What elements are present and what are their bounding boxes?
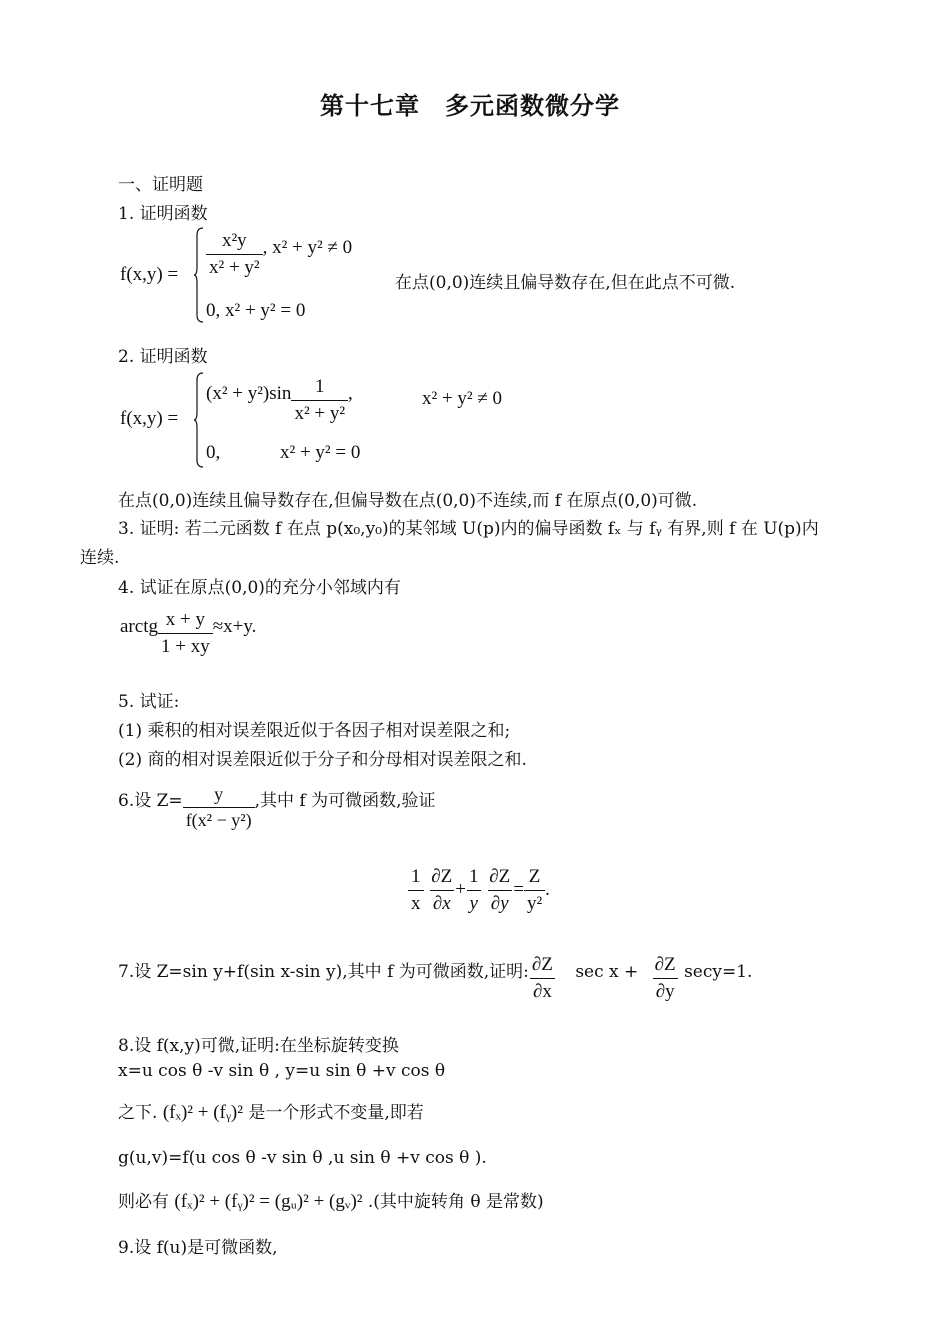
q9-line-1: 9.设 f(u)是可微函数, [118,1238,278,1258]
q7-partial-x-num: ∂Z [531,954,553,975]
q6-eq-term-a-num: 1 [411,866,421,887]
q7-middle: sec x + [575,962,639,982]
q1-case1-numerator: x²y [221,230,247,251]
q1-case2: 0, x² + y² = 0 [206,300,306,321]
q1-brace [194,227,204,323]
q8-line-5-prefix: 则必有 [118,1192,169,1212]
q1-case1-denominator: x² + y² [206,254,263,279]
q8-line-3-expression: (fₓ)² + (fᵧ)² [162,1102,243,1123]
q6-denominator: f(x² − y²) [183,807,255,831]
q6-eq-end: . [545,878,550,900]
q6-eq-term-e-den: y² [524,890,545,915]
q2-case1-numerator: 1 [314,376,325,397]
q8-line-4: g(u,v)=f(u cos θ -v sin θ ,u sin θ +v cos θ ). [118,1148,487,1168]
q2-case1-prefix: (x² + y²)sin [206,382,292,404]
q8-line-5-expression: (fₓ)² + (fᵧ)² = (gᵤ)² + (gᵥ)² [174,1191,363,1212]
q8-line-3-suffix: 是一个形式不变量,即若 [248,1103,424,1123]
q2-case2-value: 0, [206,442,221,463]
q2-brace [194,372,204,468]
q6-eq-term-b-num: ∂Z [431,866,453,887]
q6-eq-term-c-den: y [467,890,481,915]
q2-case1 [206,376,353,425]
q6-eq-equals: = [513,878,524,900]
q6-eq-plus: + [455,878,466,900]
q8-line-1: 8.设 f(x,y)可微,证明:在坐标旋转变换 [118,1036,399,1056]
q2-case1-denominator: x² + y² [291,400,348,425]
q2-label: 2. 证明函数 [118,347,208,367]
q8-line-3-prefix: 之下. [118,1103,158,1123]
q2-case1-comma: , [348,382,353,404]
q6-prefix: 6.设 Z= [118,791,183,811]
q7-prefix: 7.设 Z=sin y+f(sin x-sin y),其中 f 为可微函数,证明: [118,962,529,982]
q5-label: 5. 试证: [118,692,180,712]
q8-line-5 [118,1187,544,1213]
q6-eq-term-c-num: 1 [468,866,479,887]
q7-partial-y-num: ∂Z [654,954,676,975]
q4-suffix: ≈x+y. [212,615,257,637]
q5-item-1: (1) 乘积的相对误差限近似于各因子相对误差限之和; [118,721,511,741]
q6-numerator: y [214,784,224,804]
q6-equation [408,866,550,915]
page-title: 第十七章 多元函数微分学 [320,91,620,120]
q7-line [118,954,752,1003]
q7-partial-y-den: ∂y [653,978,678,1003]
q8-line-3 [118,1098,424,1124]
q2-lhs: f(x,y) = [120,408,179,429]
q5-item-2: (2) 商的相对误差限近似于分子和分母相对误差限之和. [118,750,527,770]
q6-eq-term-d-num: ∂Z [489,866,511,887]
q6-eq-term-e-num: Z [528,866,541,887]
q2-case2-condition: x² + y² = 0 [280,442,361,463]
q6-eq-term-a-den: x [408,890,424,915]
q1-lhs: f(x,y) = [120,264,179,285]
q6-eq-term-b-den: ∂x [430,890,454,915]
q4-formula [120,609,256,658]
q2-tail: 在点(0,0)连续且偏导数存在,但偏导数在点(0,0)不连续,而 f 在原点(0,0)可微. [118,491,698,511]
q7-partial-x-den: ∂x [530,978,555,1003]
q1-tail: 在点(0,0)连续且偏导数存在,但在此点不可微. [395,273,736,293]
q1-case1 [206,230,352,279]
q3-line1: 3. 证明: 若二元函数 f 在点 p(x₀,y₀)的某邻域 U(p)内的偏导函数 fₓ 与 fᵧ 有界,则 f 在 U(p)内 [118,519,819,539]
q2-case1-condition: x² + y² ≠ 0 [422,388,503,409]
q4-numerator: x + y [165,609,205,630]
q4-denominator: 1 + xy [158,633,213,658]
q8-line-2: x=u cos θ -v sin θ , y=u sin θ +v cos θ [118,1061,446,1081]
q7-suffix: secy=1. [684,962,753,982]
q1-label: 1. 证明函数 [118,204,208,224]
q6-line [118,784,436,831]
q1-case1-condition: , x² + y² ≠ 0 [262,236,353,258]
q4-label: 4. 试证在原点(0,0)的充分小邻域内有 [118,578,401,598]
q4-prefix: arctg [120,615,158,637]
section-heading: 一、证明题 [118,175,203,195]
q6-eq-term-d-den: ∂y [488,890,512,915]
q6-suffix: ,其中 f 为可微函数,验证 [254,791,436,811]
q3-line2: 连续. [80,548,120,568]
q8-line-5-suffix: .(其中旋转角 θ 是常数) [367,1192,544,1212]
